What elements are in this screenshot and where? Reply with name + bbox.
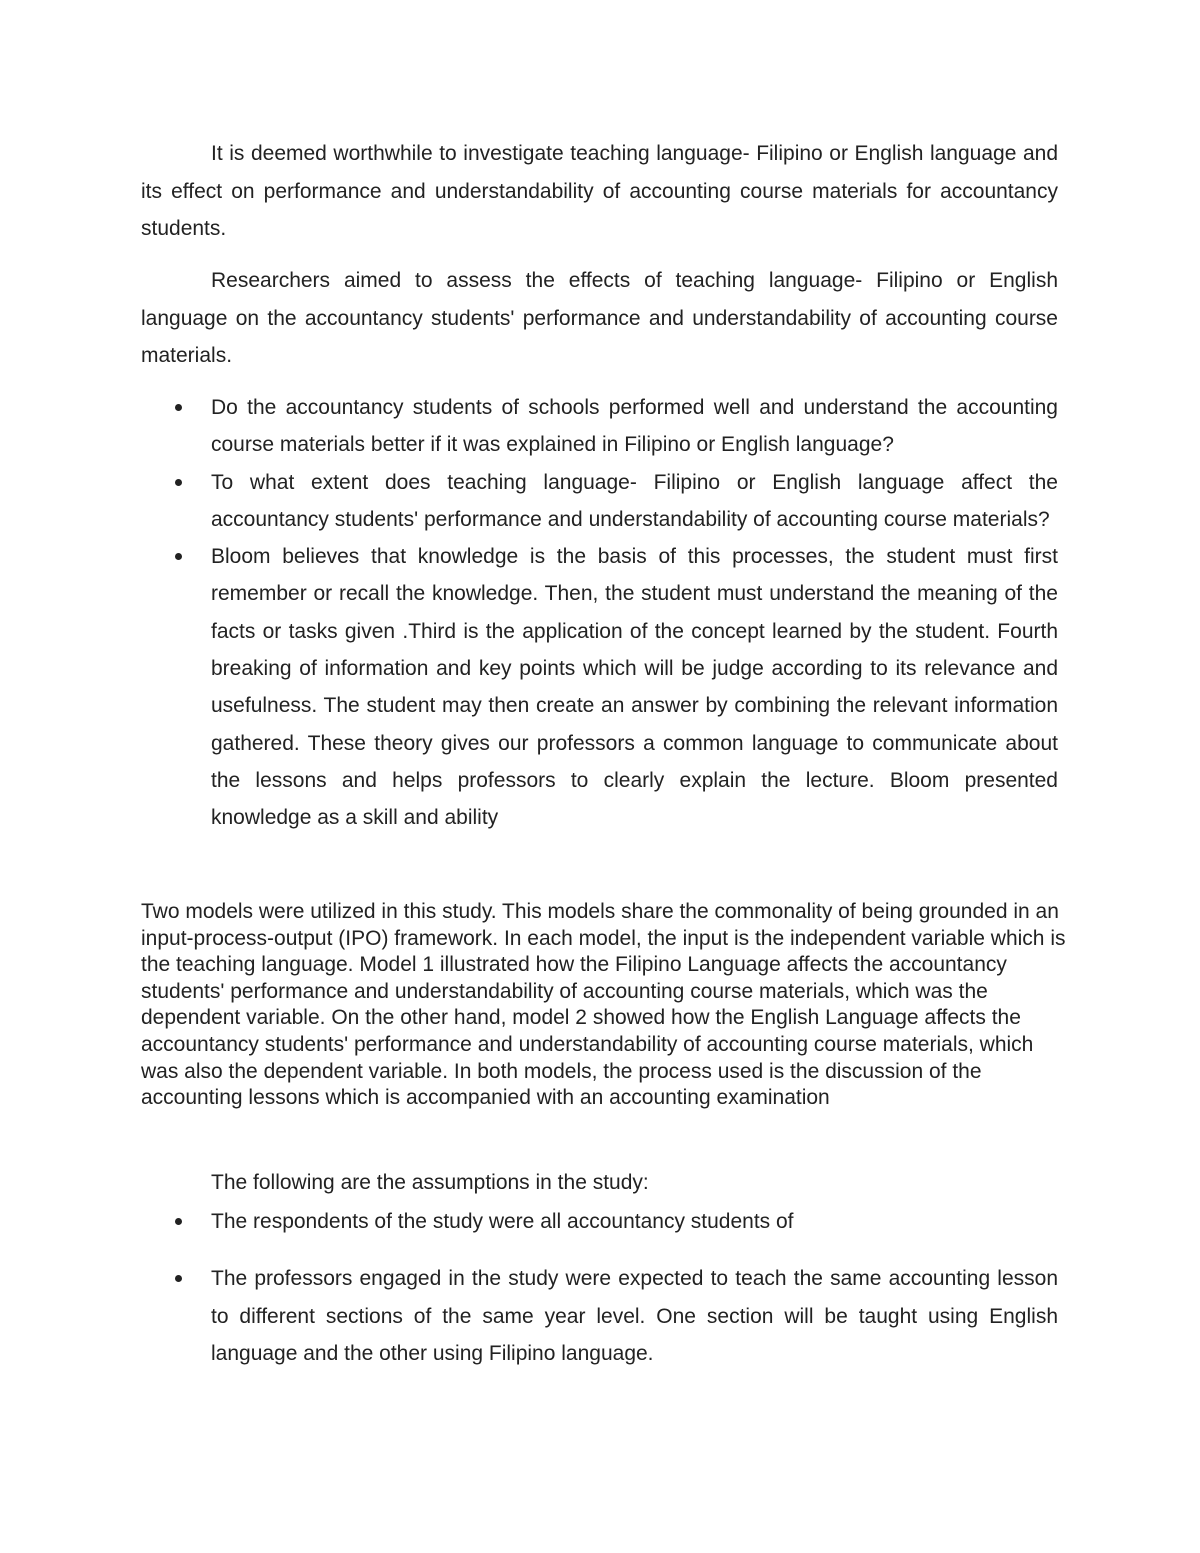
list-item-text: To what extent does teaching language- Filipino or English language affect the accountancy students' performance and understandability of accounting course materials? [211, 470, 1058, 531]
bullet-icon [175, 1275, 182, 1282]
list-item-text: The professors engaged in the study were expected to teach the same accounting lesson to different sections of the same year level. One section will be taught using English language and the other using Filipino language. [211, 1267, 1058, 1365]
list-item-text: Bloom believes that knowledge is the basis of this processes, the student must first remember or recall the knowledge. Then, the student must understand the meaning of the facts or tasks given .Third is the application of the concept learned by the student. Fourth breaking of information and key points which will be judge according to its relevance and usefulness. The student may then create an answer by combining the relevant information gathered. These theory gives our professors a common language to communicate about the lessons and helps professors to clearly explain the lecture. Bloom presented knowledge as a skill and ability [211, 545, 1058, 830]
assumptions-heading: The following are the assumptions in the study: [211, 1171, 649, 1194]
list-item [141, 464, 1058, 539]
assumptions-list [141, 1203, 1058, 1372]
list-item-text: The respondents of the study were all accountancy students of [211, 1210, 794, 1233]
list-item [141, 1260, 1058, 1372]
bullet-icon [175, 553, 182, 560]
list-item [141, 538, 1058, 836]
list-item [141, 1203, 1058, 1240]
list-item [141, 389, 1058, 464]
list-item-text: Do the accountancy students of schools performed well and understand the accounting course materials better if it was explained in Filipino or English language? [211, 396, 1058, 457]
intro-paragraph: It is deemed worthwhile to investigate teaching language- Filipino or English language and its effect on performance and understandability of accounting course materials for accountancy students. [141, 142, 1058, 240]
bullet-icon [175, 1218, 182, 1225]
research-questions-list [141, 389, 1058, 837]
aim-paragraph: Researchers aimed to assess the effects of teaching language- Filipino or English language on the accountancy students' performance and understandability of accounting course materials. [141, 269, 1058, 367]
models-paragraph: Two models were utilized in this study. This models share the commonality of being grounded in an input-process-output (IPO) framework. In each model, the input is the independent variable which is the teaching language. Model 1 illustrated how the Filipino Language affects the accountancy students' performance and understandability of accounting course materials, which was the dependent variable. On the other hand, model 2 showed how the English Language affects the accountancy students' performance and understandability of accounting course materials, which was also the dependent variable. In both models, the process used is the discussion of the accounting lessons which is accompanied with an accounting examination [141, 900, 1066, 1110]
bullet-icon [175, 479, 182, 486]
bullet-icon [175, 404, 182, 411]
